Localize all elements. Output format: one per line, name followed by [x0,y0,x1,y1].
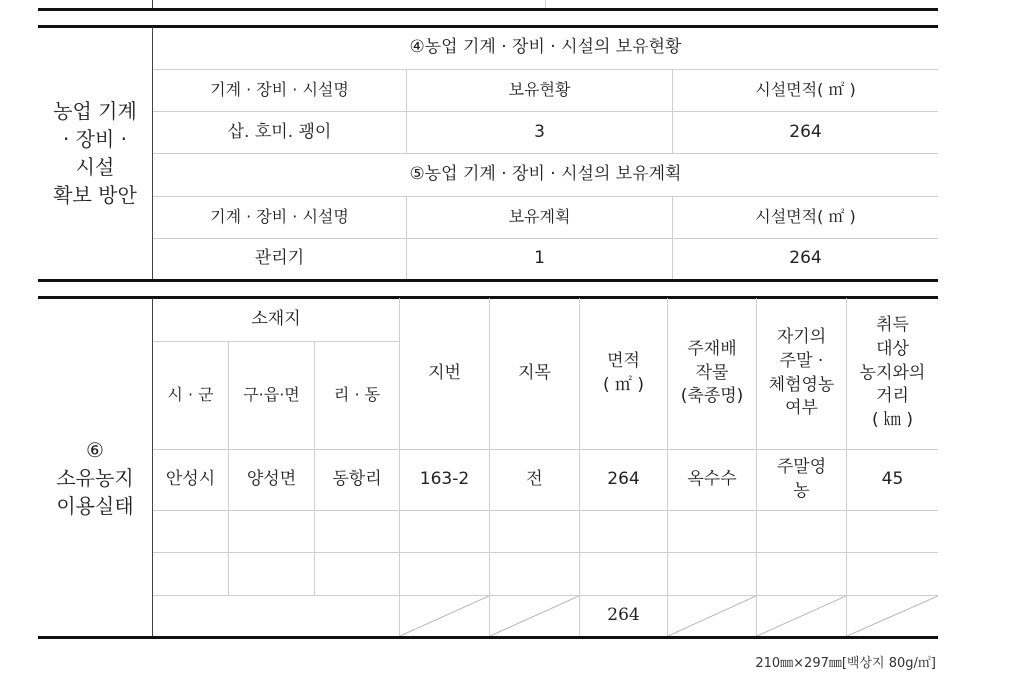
current-header-name: 기계 · 장비 · 시설명 [210,80,349,100]
current-item-name: 삽. 호미. 괭이 [227,121,332,142]
plan-header-area: 시설면적( ㎡ ) [755,207,856,227]
cell-lot-number: 163-2 [419,469,470,490]
header-weekend-farming: 자기의 주말 · 체험영농 여부 [768,326,835,419]
cell-main-crop: 옥수수 [687,469,737,490]
equipment-side-label: 농업 기계 · 장비 · 시설 확보 방안 [53,99,137,207]
header-land-category: 지목 [518,362,551,383]
plan-item-plan: 1 [534,248,545,269]
col-divider [667,298,668,636]
plan-item-area: 264 [789,248,822,269]
col-divider [406,197,407,279]
current-holdings-title: ④농업 기계 · 장비 · 시설의 보유현황 [409,37,682,58]
col-divider [672,70,673,153]
current-header-area: 시설면적( ㎡ ) [755,80,856,100]
land-side-label: ⑥ 소유농지 이용실태 [56,438,134,518]
plan-header-name: 기계 · 장비 · 시설명 [210,207,349,227]
current-item-holding: 3 [534,121,545,142]
col-divider [399,298,400,636]
empty-cell-slash [757,596,846,636]
equipment-border-bottom [38,279,938,282]
plan-item-name: 관리기 [254,248,305,269]
cell-village: 동항리 [332,469,382,490]
empty-cell-slash [847,596,938,636]
col-divider [406,70,407,153]
current-header-holding: 보유현황 [508,80,571,100]
empty-cell-slash [490,596,579,636]
total-area: 264 [607,605,640,626]
location-header: 소재지 [251,308,301,329]
header-city: 시 · 군 [167,385,214,405]
row-divider [153,510,938,511]
cell-city: 안성시 [165,469,216,490]
empty-cell-slash [668,596,756,636]
header-district: 구·읍·면 [243,385,300,405]
col-divider [579,298,580,636]
header-village: 리 · 동 [333,385,381,405]
section-border-top [38,8,938,11]
col-divider [846,298,847,636]
col-divider [314,342,315,595]
header-lot-number: 지번 [428,362,461,383]
paper-spec-footer: 210㎜×297㎜[백상지 80g/㎡] [755,656,936,671]
plan-holdings-title: ⑤농업 기계 · 장비 · 시설의 보유계획 [409,164,682,185]
current-item-area: 264 [789,121,822,142]
cell-area: 264 [607,469,640,490]
col-divider [756,298,757,636]
empty-cell-slash [400,596,489,636]
header-area: 면적 ( ㎡ ) [602,350,645,395]
cell-land-category: 전 [526,469,543,490]
col-divider [672,197,673,279]
plan-header-plan: 보유계획 [508,207,571,227]
row-divider [153,552,938,553]
land-border-bottom [38,636,938,639]
cell-district: 양성면 [246,469,297,490]
header-main-crop: 주재배 작물 (축종명) [680,338,744,407]
header-distance: 취득 대상 농지와의 거리 ( ㎞ ) [859,315,926,431]
cell-distance: 45 [881,469,904,490]
col-divider [489,298,490,636]
col-divider [228,342,229,595]
cell-weekend-farming: 주말영 농 [776,457,827,501]
